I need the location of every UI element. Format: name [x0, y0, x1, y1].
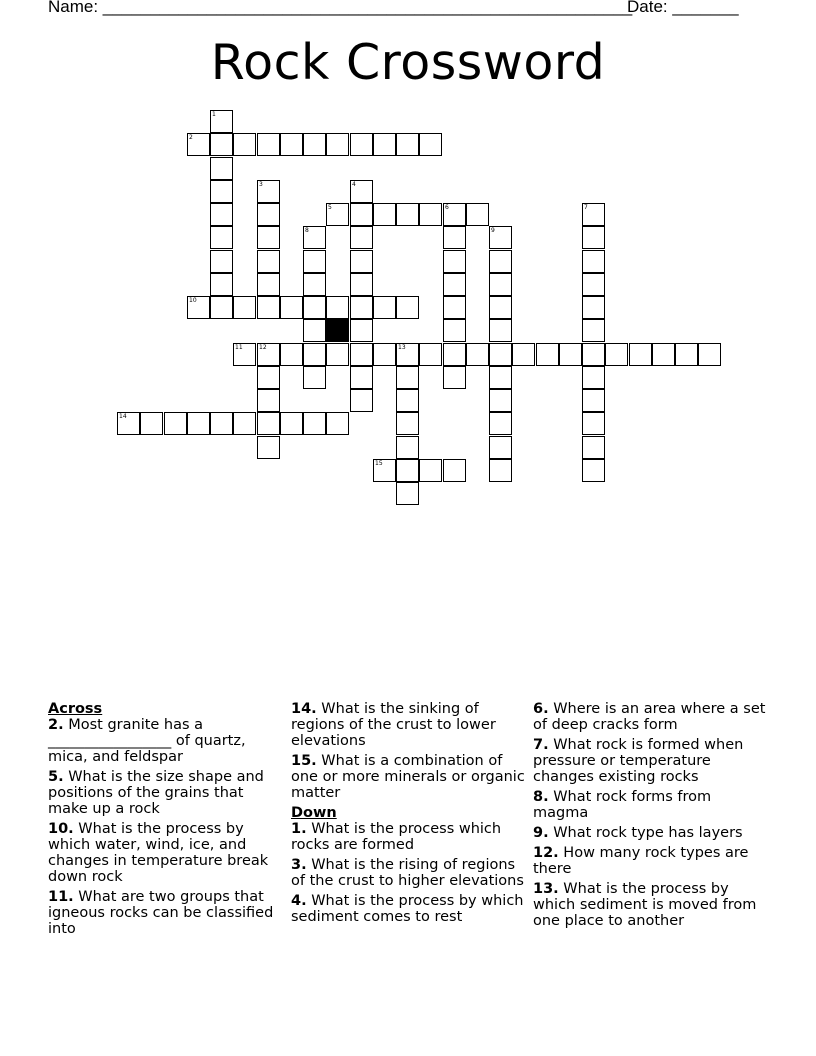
grid-cell[interactable]: [443, 203, 466, 226]
grid-cell[interactable]: [582, 319, 605, 342]
grid-cell[interactable]: [466, 343, 489, 366]
clue-item: [533, 845, 769, 877]
grid-cell[interactable]: [257, 273, 280, 296]
clue-text: Where is an area where a set of deep cracks form: [533, 701, 766, 733]
clue-item: [291, 893, 527, 925]
clue-number: 15: [375, 460, 383, 467]
clue-item: [48, 889, 284, 937]
clue-number: 11: [235, 344, 243, 351]
clue-text: What is the sinking of regions of the crust to lower elevations: [291, 701, 496, 749]
clues-column-1: [48, 701, 284, 941]
grid-cell[interactable]: [187, 412, 210, 435]
grid-cell[interactable]: [257, 343, 280, 366]
grid-cell[interactable]: [582, 296, 605, 319]
clue-number: 3: [259, 181, 263, 188]
clue-number: 13.: [533, 881, 559, 897]
clue-number: 9: [491, 227, 495, 234]
grid-cell[interactable]: [582, 343, 605, 366]
grid-cell[interactable]: [303, 343, 326, 366]
clue-item: [48, 769, 284, 817]
grid-cell[interactable]: [350, 203, 373, 226]
grid-cell[interactable]: [210, 133, 233, 156]
clue-text: What is the process by which sediment comes to rest: [291, 893, 524, 925]
clue-number: 7.: [533, 737, 549, 753]
grid-cell[interactable]: [350, 296, 373, 319]
grid-cell[interactable]: [210, 250, 233, 273]
grid-cell[interactable]: [210, 273, 233, 296]
grid-cell[interactable]: [210, 180, 233, 203]
clue-number: 2.: [48, 717, 64, 733]
grid-cell[interactable]: [303, 226, 326, 249]
clue-number: 3.: [291, 857, 307, 873]
grid-cell[interactable]: [257, 296, 280, 319]
clue-item: [48, 717, 284, 765]
grid-cell[interactable]: [210, 157, 233, 180]
grid-cell[interactable]: [326, 412, 349, 435]
clue-text: What is the process by which water, wind, ice, and changes in temperature break down rock: [48, 821, 269, 885]
grid-cell[interactable]: [140, 412, 163, 435]
clue-item: [48, 821, 284, 885]
grid-cell[interactable]: [489, 459, 512, 482]
clue-text: What rock type has layers: [548, 825, 743, 841]
clue-text: What is the size shape and positions of the grains that make up a rock: [48, 769, 264, 817]
clue-number: 11.: [48, 889, 74, 905]
clue-number: 13: [398, 344, 406, 351]
clue-item: [291, 821, 527, 853]
clue-number: 14.: [291, 701, 317, 717]
grid-cell[interactable]: [350, 366, 373, 389]
grid-cell[interactable]: [443, 343, 466, 366]
grid-cell[interactable]: [350, 389, 373, 412]
grid-cell[interactable]: [396, 133, 419, 156]
grid-cell[interactable]: [257, 436, 280, 459]
clue-text: What is the process by which sediment is moved from one place to another: [533, 881, 757, 929]
clue-number: 1.: [291, 821, 307, 837]
grid-cell[interactable]: [489, 343, 512, 366]
clues-column-2: [291, 701, 527, 929]
grid-cell[interactable]: [210, 226, 233, 249]
grid-cell[interactable]: [443, 250, 466, 273]
clue-item: [533, 789, 769, 821]
clue-number: 5.: [48, 769, 64, 785]
grid-cell[interactable]: [373, 203, 396, 226]
grid-cell[interactable]: [210, 203, 233, 226]
grid-cell[interactable]: [536, 343, 559, 366]
grid-cell[interactable]: [350, 226, 373, 249]
grid-cell[interactable]: [396, 343, 419, 366]
clue-number: 2: [189, 134, 193, 141]
clue-item: [291, 857, 527, 889]
clue-text: What rock is formed when pressure or temperature changes existing rocks: [533, 737, 744, 785]
clue-number: 4.: [291, 893, 307, 909]
grid-cell[interactable]: [489, 273, 512, 296]
clue-item: [533, 881, 769, 929]
down-clue-list-continued: [533, 701, 769, 929]
date-field-label: Date: _______: [627, 0, 739, 16]
across-clue-list-continued: [291, 701, 527, 801]
grid-cell[interactable]: [350, 343, 373, 366]
grid-cell[interactable]: [303, 273, 326, 296]
grid-cell[interactable]: [396, 436, 419, 459]
grid-cell[interactable]: [280, 412, 303, 435]
grid-cell[interactable]: [233, 343, 256, 366]
grid-cell[interactable]: [489, 389, 512, 412]
clue-number: 10.: [48, 821, 74, 837]
clue-item: [291, 753, 527, 801]
grid-cell[interactable]: [187, 133, 210, 156]
grid-cell[interactable]: [512, 343, 535, 366]
grid-cell[interactable]: [652, 343, 675, 366]
clue-number: 4: [352, 181, 356, 188]
clues-column-3: [533, 701, 769, 933]
grid-cell[interactable]: [257, 133, 280, 156]
clue-number: 9.: [533, 825, 549, 841]
down-clue-list: [291, 821, 527, 925]
grid-cell[interactable]: [210, 296, 233, 319]
grid-cell[interactable]: [303, 412, 326, 435]
grid-cell[interactable]: [582, 436, 605, 459]
clue-text: What is the process which rocks are formed: [291, 821, 502, 853]
grid-cell[interactable]: [350, 250, 373, 273]
grid-cell[interactable]: [443, 459, 466, 482]
grid-cell[interactable]: [419, 459, 442, 482]
grid-cell[interactable]: [582, 389, 605, 412]
grid-cell[interactable]: [280, 343, 303, 366]
grid-cell[interactable]: [396, 482, 419, 505]
clue-text: What rock forms from magma: [533, 789, 712, 821]
grid-cell[interactable]: [303, 319, 326, 342]
grid-cell[interactable]: [559, 343, 582, 366]
grid-cell[interactable]: [280, 296, 303, 319]
clue-number: 14: [119, 413, 127, 420]
grid-cell[interactable]: [582, 366, 605, 389]
grid-cell[interactable]: [489, 319, 512, 342]
grid-cell[interactable]: [210, 110, 233, 133]
grid-cell[interactable]: [303, 366, 326, 389]
grid-cell[interactable]: [326, 343, 349, 366]
clue-number: 7: [584, 204, 588, 211]
clue-number: 10: [189, 297, 197, 304]
grid-cell[interactable]: [443, 273, 466, 296]
grid-cell[interactable]: [419, 133, 442, 156]
grid-cell[interactable]: [582, 250, 605, 273]
grid-cell[interactable]: [280, 133, 303, 156]
name-field-label: Name: ________________________________________________________: [48, 0, 633, 16]
grid-cell[interactable]: [326, 296, 349, 319]
grid-cell[interactable]: [257, 366, 280, 389]
clue-text: What is the rising of regions of the crust to higher elevations: [291, 857, 524, 889]
grid-cell[interactable]: [582, 412, 605, 435]
clue-number: 12.: [533, 845, 559, 861]
clue-number: 12: [259, 344, 267, 351]
grid-cell[interactable]: [257, 389, 280, 412]
grid-cell[interactable]: [257, 250, 280, 273]
across-clue-list: [48, 717, 284, 937]
across-heading: Across: [48, 701, 103, 717]
grid-cell[interactable]: [257, 203, 280, 226]
grid-cell[interactable]: [257, 180, 280, 203]
grid-cell[interactable]: [257, 412, 280, 435]
grid-cell[interactable]: [233, 133, 256, 156]
page-title: Rock Crossword: [210, 34, 606, 91]
grid-cell[interactable]: [489, 226, 512, 249]
grid-cell[interactable]: [187, 296, 210, 319]
grid-cell[interactable]: [605, 343, 628, 366]
grid-cell[interactable]: [373, 459, 396, 482]
grid-cell[interactable]: [419, 203, 442, 226]
grid-cell[interactable]: [350, 133, 373, 156]
grid-cell[interactable]: [489, 436, 512, 459]
grid-cell[interactable]: [350, 180, 373, 203]
grid-cell[interactable]: [582, 226, 605, 249]
grid-cell[interactable]: [582, 203, 605, 226]
grid-cell[interactable]: [443, 296, 466, 319]
down-heading: Down: [291, 805, 337, 821]
grid-cell[interactable]: [373, 343, 396, 366]
grid-cell[interactable]: [582, 273, 605, 296]
grid-cell[interactable]: [210, 412, 233, 435]
grid-cell[interactable]: [419, 343, 442, 366]
grid-cell[interactable]: [443, 319, 466, 342]
grid-cell[interactable]: [326, 133, 349, 156]
grid-cell[interactable]: [698, 343, 721, 366]
black-cell: [326, 319, 349, 342]
grid-cell[interactable]: [396, 412, 419, 435]
clue-number: 8: [305, 227, 309, 234]
grid-cell[interactable]: [373, 133, 396, 156]
clue-number: 8.: [533, 789, 549, 805]
grid-cell[interactable]: [373, 296, 396, 319]
crossword-grid: [0, 0, 816, 520]
grid-cell[interactable]: [443, 226, 466, 249]
grid-cell[interactable]: [396, 366, 419, 389]
grid-cell[interactable]: [489, 412, 512, 435]
clue-number: 1: [212, 111, 216, 118]
clue-text: What is a combination of one or more minerals or organic matter: [291, 753, 525, 801]
grid-cell[interactable]: [350, 273, 373, 296]
grid-cell[interactable]: [629, 343, 652, 366]
clue-number: 6.: [533, 701, 549, 717]
grid-cell[interactable]: [675, 343, 698, 366]
clue-item: [533, 701, 769, 733]
grid-cell[interactable]: [396, 296, 419, 319]
grid-cell[interactable]: [396, 389, 419, 412]
clue-text: What are two groups that igneous rocks can be classified into: [48, 889, 274, 937]
clue-item: [291, 701, 527, 749]
clue-number: 15.: [291, 753, 317, 769]
clue-text: How many rock types are there: [533, 845, 749, 877]
grid-cell[interactable]: [489, 296, 512, 319]
grid-cell[interactable]: [489, 366, 512, 389]
grid-cell[interactable]: [350, 319, 373, 342]
grid-cell[interactable]: [233, 412, 256, 435]
grid-cell[interactable]: [443, 366, 466, 389]
grid-cell[interactable]: [466, 203, 489, 226]
clue-number: 5: [328, 204, 332, 211]
grid-cell[interactable]: [303, 250, 326, 273]
grid-cell[interactable]: [326, 203, 349, 226]
clue-text: Most granite has a _________________ of quartz, mica, and feldspar: [48, 717, 246, 765]
grid-cell[interactable]: [582, 459, 605, 482]
clue-item: [533, 737, 769, 785]
grid-cell[interactable]: [396, 203, 419, 226]
grid-cell[interactable]: [233, 296, 256, 319]
grid-cell[interactable]: [257, 226, 280, 249]
grid-cell[interactable]: [489, 250, 512, 273]
clue-item: [533, 825, 769, 841]
clue-number: 6: [445, 204, 449, 211]
grid-cell[interactable]: [303, 133, 326, 156]
grid-cell[interactable]: [396, 459, 419, 482]
grid-cell[interactable]: [117, 412, 140, 435]
grid-cell[interactable]: [303, 296, 326, 319]
grid-cell[interactable]: [164, 412, 187, 435]
